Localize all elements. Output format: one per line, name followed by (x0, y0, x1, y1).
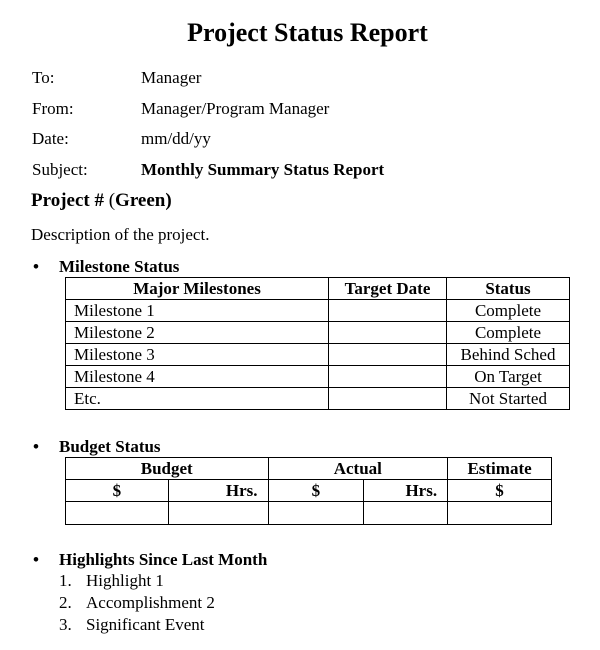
budget-dollars-cell (66, 502, 169, 525)
budget-dollars-header: $ (66, 480, 169, 502)
budget-hours-header: Hrs. (168, 480, 268, 502)
milestone-date (329, 344, 447, 366)
list-item-text: Significant Event (86, 615, 205, 634)
from-value: Manager/Program Manager (141, 99, 330, 118)
milestone-date (329, 388, 447, 410)
column-header-budget: Budget (66, 458, 269, 480)
list-item-text: Accomplishment 2 (86, 593, 215, 612)
milestone-name: Milestone 4 (66, 366, 329, 388)
milestone-status-heading (33, 257, 179, 277)
actual-dollars-header: $ (268, 480, 364, 502)
project-status: Green (115, 190, 166, 211)
project-number-label: Project # (31, 190, 104, 211)
report-title: Project Status Report (187, 18, 428, 47)
date-label: Date: (32, 129, 69, 148)
budget-hours-cell (168, 502, 268, 525)
budget-table (65, 457, 552, 525)
estimate-dollars-header: $ (448, 480, 552, 502)
estimate-dollars-cell (448, 502, 552, 525)
table-row (66, 502, 552, 525)
milestone-table (65, 277, 570, 410)
to-label: To: (32, 68, 55, 87)
table-row (66, 322, 570, 344)
list-item-number: 1. (59, 571, 72, 590)
to-value: Manager (141, 68, 202, 87)
milestone-name: Etc. (66, 388, 329, 410)
milestone-status: On Target (447, 366, 570, 388)
from-label: From: (32, 99, 74, 118)
table-header-row (66, 458, 552, 480)
milestone-status: Complete (447, 322, 570, 344)
project-description: Description of the project. (31, 225, 210, 244)
milestone-date (329, 322, 447, 344)
table-row (66, 300, 570, 322)
list-item (59, 571, 164, 591)
list-item-number: 2. (59, 593, 72, 612)
milestone-status: Complete (447, 300, 570, 322)
milestone-date (329, 300, 447, 322)
column-header-actual: Actual (268, 458, 448, 480)
milestone-name: Milestone 3 (66, 344, 329, 366)
actual-hours-cell (364, 502, 448, 525)
subject-value: Monthly Summary Status Report (141, 160, 385, 179)
milestone-status: Behind Sched (447, 344, 570, 366)
milestone-date (329, 366, 447, 388)
milestone-status: Not Started (447, 388, 570, 410)
milestone-status-label: Milestone Status (59, 257, 180, 276)
status-open-paren: ( (108, 190, 116, 211)
list-item-number: 3. (59, 615, 72, 634)
column-header-status: Status (447, 278, 570, 300)
milestone-name: Milestone 1 (66, 300, 329, 322)
list-item-text: Highlight 1 (86, 571, 164, 590)
actual-hours-header: Hrs. (364, 480, 448, 502)
subject-label: Subject: (32, 160, 88, 179)
milestone-name: Milestone 2 (66, 322, 329, 344)
budget-status-heading (33, 437, 161, 457)
actual-dollars-cell (268, 502, 364, 525)
bullet-icon: • (33, 437, 39, 456)
project-heading (31, 190, 172, 212)
bullet-icon: • (33, 550, 39, 569)
list-item (59, 593, 215, 613)
list-item (59, 615, 205, 635)
budget-status-label: Budget Status (59, 437, 161, 456)
table-row (66, 366, 570, 388)
highlights-heading (33, 550, 267, 570)
status-close-paren: ) (165, 190, 172, 211)
table-header-row (66, 278, 570, 300)
date-value: mm/dd/yy (141, 129, 211, 148)
highlights-label: Highlights Since Last Month (59, 550, 268, 569)
bullet-icon: • (33, 257, 39, 276)
column-header-target-date: Target Date (329, 278, 447, 300)
column-header-estimate: Estimate (448, 458, 552, 480)
table-row (66, 388, 570, 410)
table-subheader-row (66, 480, 552, 502)
column-header-milestones: Major Milestones (66, 278, 329, 300)
table-row (66, 344, 570, 366)
